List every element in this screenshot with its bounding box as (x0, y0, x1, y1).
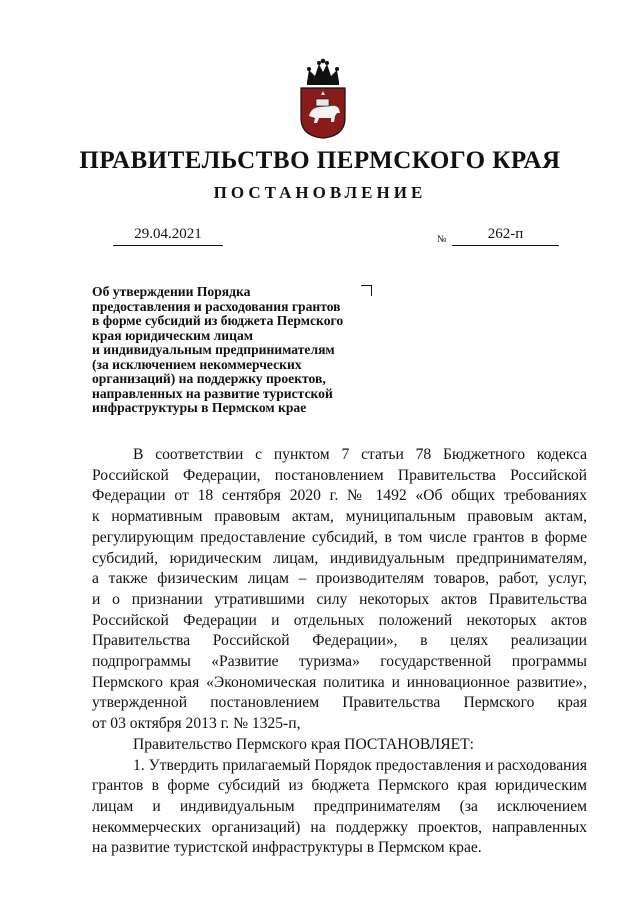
subject-line: направленных на развитие туристской (92, 385, 333, 401)
body-line: В соответствии с пунктом 7 статьи 78 Бюджетного кодекса (133, 446, 587, 463)
subject-line: в форме субсидий из бюджета Пермского (92, 313, 344, 328)
body-line: от 03 октября 2013 г. № 1325-п, (92, 715, 301, 733)
government-title: ПРАВИТЕЛЬСТВО ПЕРМСКОГО КРАЯ (79, 147, 561, 174)
subject-line: Об утверждении Порядка (92, 284, 251, 299)
body-line: на развитие туристской инфраструктуры в Пермском крае. (92, 839, 482, 857)
body-line: Правительство Пермского края ПОСТАНОВЛЯЕТ: (133, 735, 474, 753)
body-line: 1. Утвердить прилагаемый Порядок предоставления и расходования (133, 756, 587, 774)
body-line: субсидий, юридическим лицам, индивидуальным предпринимателям, (92, 549, 587, 567)
body-line: Российской Федерации, постановлением Правительства Российской (92, 466, 587, 484)
number-sign: № (437, 234, 447, 245)
body-line: Правительства Российской Федерации», в целях реализации (92, 632, 587, 650)
perm-krai-coat-of-arms-icon (297, 58, 349, 140)
body-line: а также физическим лицам – производителям товаров, работ, услуг, (92, 570, 587, 588)
body-line: грантов в форме субсидий из бюджета Пермского края юридическим (92, 777, 587, 795)
body-line: Российской Федерации и отдельных положений некоторых актов (92, 611, 587, 629)
body-line: регулирующим предоставление субсидий, в том числе грантов в форме (92, 528, 587, 546)
body-line: подпрограммы «Развитие туризма» государственной программы (92, 653, 587, 671)
subject-line: (за исключением некоммерческих (92, 356, 302, 372)
subject-line: и индивидуальным предпринимателям (92, 342, 335, 357)
document-number: 262-п (452, 226, 559, 246)
body-line: Федерации от 18 сентября 2020 г. № 1492 «Об общих требованиях (92, 487, 587, 505)
body-line: некоммерческих организаций) на поддержку проектов, направленных (92, 818, 587, 836)
body-line: и о признании утратившими силу некоторых актов Правительства (92, 590, 587, 608)
body-line: лицам и индивидуальным предпринимателям (за исключением (92, 797, 587, 815)
subject-line: края юридическим лицам (92, 327, 254, 343)
body-line: к нормативным правовым актам, муниципальным правовым актам, (92, 508, 587, 526)
subject-line: организаций) на поддержку проектов, (92, 371, 326, 386)
body-line: Пермского края «Экономическая политика и инновационное развитие», (92, 673, 587, 691)
subject-line: инфраструктуры в Пермском крае (92, 400, 307, 415)
document-subject (92, 285, 392, 416)
body-line: утвержденной постановлением Правительства Пермского края (92, 694, 587, 712)
document-date: 29.04.2021 (113, 226, 223, 246)
document-body (92, 445, 587, 859)
subject-line: предоставления и расходования грантов (92, 298, 341, 314)
document-type: ПОСТАНОВЛЕНИЕ (213, 183, 427, 202)
